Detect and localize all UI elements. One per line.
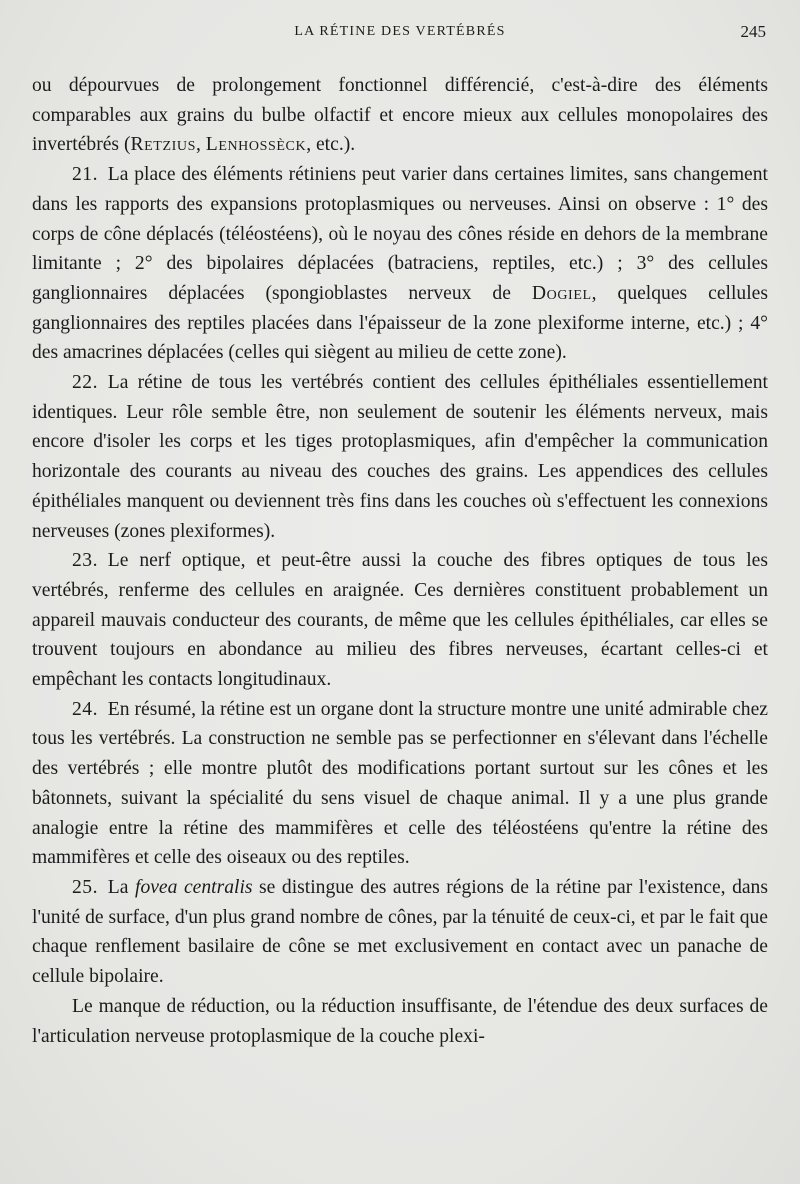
text-segment: ou dépourvues de prolongement fonctionnel différencié, c'est-à-dire des éléments comparables aux grains du bulbe olfactif et encore mieux aux cellules monopolaires des invertébrés ( <box>32 75 768 156</box>
text-segment: La <box>107 876 135 898</box>
running-title: LA RÉTINE DES VERTÉBRÉS <box>294 24 506 39</box>
paragraph-number: 21. <box>72 164 98 186</box>
italic-term: fovea centralis <box>135 876 253 898</box>
paragraph <box>32 873 768 992</box>
text-segment: , <box>195 134 206 156</box>
page-number: 245 <box>740 22 766 41</box>
paragraph <box>32 368 768 546</box>
text-segment: La place des éléments rétiniens peut varier dans certaines limites, sans changement dans les rapports des expansions protoplasmiques ou nerveuses. Ainsi on observe : 1° des corps de cône déplacés (téléostéens), où le noyau des cônes réside en dehors de la membrane limitante ; 2° des bipolaires déplacées (batraciens, reptiles, etc.) ; 3° des cellules ganglionnaires déplacées (spongioblastes nerveux de <box>32 164 768 304</box>
paragraph-number: 25. <box>72 876 98 898</box>
text-segment: La rétine de tous les vertébrés contient des cellules épithéliales essentiellement identiques. Leur rôle semble être, non seulement de soutenir les éléments nerveux, mais encore d'isoler les corps et les tiges protoplasmiques, afin d'empêcher la communication horizontale des courants au niveau des couches des grains. Les appendices des cellules épithéliales manquent ou deviennent très fins dans les couches où s'effectuent les connexions nerveuses (zones plexiformes). <box>32 372 768 542</box>
text-segment: En résumé, la rétine est un organe dont la structure montre une unité admirable chez tous les vertébrés. La construction ne semble pas se perfectionner en s'élevant dans l'échelle des vertébrés ; elle montre plutôt des modifications portant surtout sur les cônes et les bâtonnets, suivant la spécialité du sens visuel de chaque animal. Il y a une plus grande analogie entre la rétine des mammifères et celle des téléostéens qu'entre la rétine des mammifères et celle des oiseaux ou des reptiles. <box>32 698 768 869</box>
paragraph-number: 23. <box>72 550 98 572</box>
paragraph <box>32 160 768 368</box>
text-segment: Le nerf optique, et peut-être aussi la couche des fibres optiques de tous les vertébrés, renferme des cellules en araignée. Ces dernières constituent probablement un appareil mauvais conducteur des courants, de même que les cellules épithéliales, car elles se trouvent toujours en abondance au milieu des fibres nerveuses, écartant celles-ci et empêchant les contacts longitudinaux. <box>32 550 768 691</box>
body-text <box>32 71 768 1051</box>
text-segment: , etc.). <box>306 134 356 156</box>
paragraph-number: 24. <box>72 698 98 720</box>
author-name: Dogiel <box>531 282 592 304</box>
paragraph <box>32 992 768 1051</box>
text-segment: , quelques cellules ganglionnaires des reptiles placées dans l'épaisseur de la zone plexiforme interne, etc.) ; 4° des amacrines déplacées (celles qui siègent au milieu de cette zone). <box>32 282 768 364</box>
paragraph <box>32 71 768 160</box>
author-name: Retzius <box>130 134 196 156</box>
running-head <box>32 20 768 44</box>
paragraph <box>32 546 768 695</box>
paragraph <box>32 695 768 873</box>
paragraph-number: 22. <box>72 372 98 394</box>
author-name: Lenhossèck <box>205 134 307 156</box>
text-segment: se distingue des autres régions de la rétine par l'existence, dans l'unité de surface, d'un plus grand nombre de cônes, par la ténuité de ceux-ci, et par le fait que chaque renflement basilaire de cône se met exclusivement en contact avec un panache de cellule bipolaire. <box>32 876 768 988</box>
text-segment: Le manque de réduction, ou la réduction insuffisante, de l'étendue des deux surfaces de l'articulation nerveuse protoplasmique de la couche plexi- <box>32 995 768 1047</box>
